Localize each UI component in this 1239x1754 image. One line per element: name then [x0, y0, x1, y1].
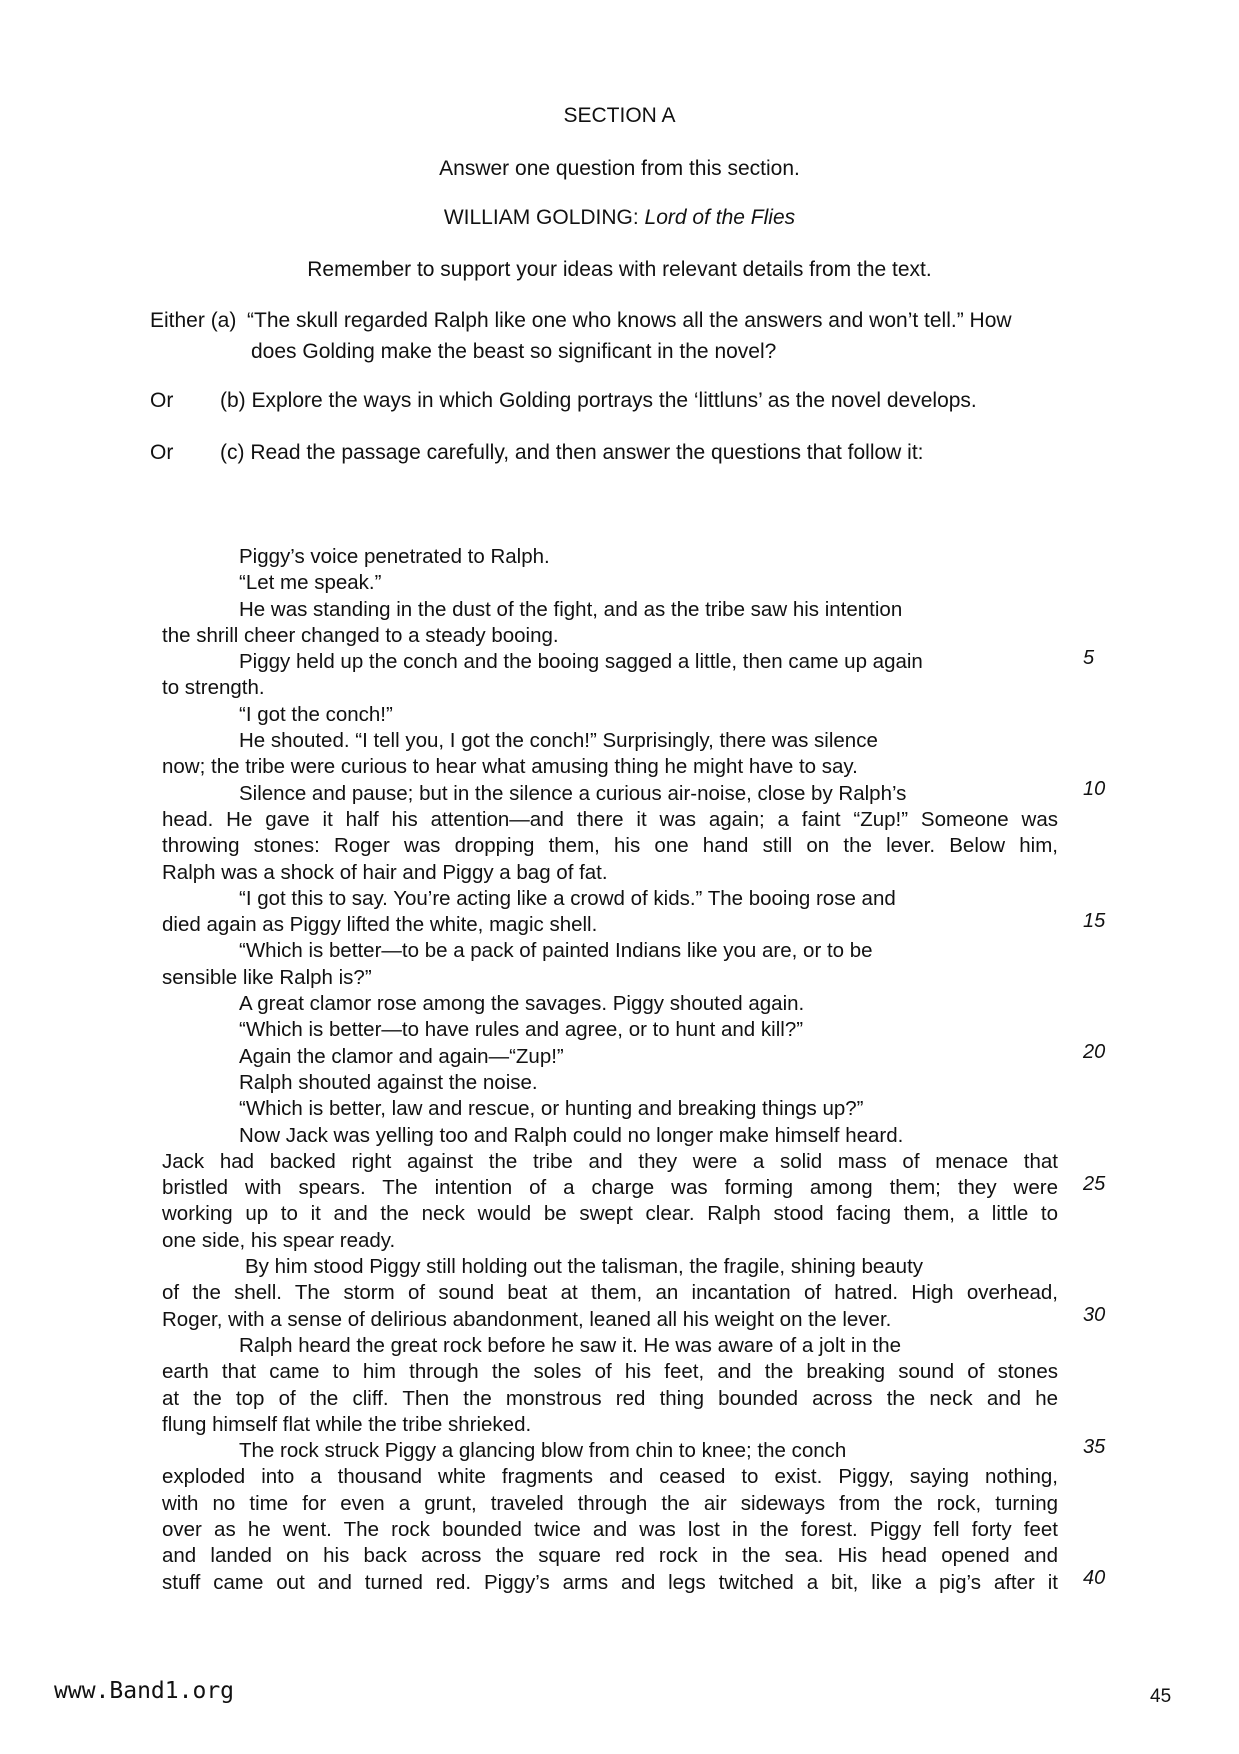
question-b-label: Or	[150, 389, 174, 412]
passage-line: “I got this to say. You’re acting like a crowd of kids.” The booing rose and	[239, 886, 896, 910]
section-instruction: Answer one question from this section.	[439, 157, 800, 180]
passage-line: Jack had backed right against the tribe and they were a solid mass of menace that	[162, 1149, 1058, 1173]
passage-line: “Which is better—to have rules and agree, or to hunt and kill?”	[239, 1018, 804, 1042]
passage-line: earth that came to him through the soles of his feet, and the breaking sound of stones	[162, 1360, 1058, 1384]
passage-line: of the shell. The storm of sound beat at them, an incantation of hatred. High overhead,	[162, 1281, 1058, 1305]
extract-passage	[162, 544, 1058, 1596]
passage-line: the shrill cheer changed to a steady booing.	[162, 623, 559, 647]
passage-line: sensible like Ralph is?”	[162, 965, 372, 989]
question-a-label: Either (a)	[150, 309, 237, 332]
author-name: WILLIAM GOLDING:	[443, 206, 645, 229]
page-number: 45	[1150, 1686, 1172, 1707]
passage-line: over as he went. The rock bounded twice and was lost in the forest. Piggy fell forty feet	[162, 1517, 1058, 1541]
line-number-15: 15	[1083, 910, 1106, 932]
passage-line: “I got the conch!”	[239, 702, 393, 726]
passage-line: flung himself flat while the tribe shrieked.	[162, 1412, 532, 1436]
passage-line: Ralph heard the great rock before he saw it. He was aware of a jolt in the	[239, 1333, 902, 1357]
question-a-line1: “The skull regarded Ralph like one who knows all the answers and won’t tell.” How	[247, 309, 1012, 332]
passage-line: Silence and pause; but in the silence a curious air-noise, close by Ralph’s	[239, 781, 907, 805]
passage-line: Ralph shouted against the noise.	[239, 1070, 538, 1094]
support-reminder: Remember to support your ideas with relevant details from the text.	[307, 258, 932, 281]
passage-line: The rock struck Piggy a glancing blow from chin to knee; the conch	[239, 1439, 847, 1463]
section-heading: SECTION A	[563, 104, 676, 127]
passage-line: A great clamor rose among the savages. Piggy shouted again.	[239, 992, 805, 1016]
passage-line: “Let me speak.”	[239, 571, 382, 595]
question-b	[150, 385, 1090, 416]
passage-line: “Which is better—to be a pack of painted Indians like you are, or to be	[239, 939, 873, 963]
footer-url: www.Band1.org	[54, 1678, 235, 1704]
passage-line: stuff came out and turned red. Piggy’s arms and legs twitched a bit, like a pig’s after it	[162, 1570, 1058, 1594]
line-number-10: 10	[1083, 778, 1106, 800]
passage-line: working up to it and the neck would be swept clear. Ralph stood facing them, a little to	[162, 1202, 1058, 1226]
passage-line: Now Jack was yelling too and Ralph could no longer make himself heard.	[239, 1123, 904, 1147]
passage-line: “Which is better, law and rescue, or hunting and breaking things up?”	[239, 1097, 864, 1121]
passage-line: exploded into a thousand white fragments and ceased to exist. Piggy, saying nothing,	[162, 1465, 1058, 1489]
passage-line: Again the clamor and again—“Zup!”	[239, 1044, 564, 1068]
question-a	[150, 305, 1090, 367]
line-number-25: 25	[1083, 1173, 1106, 1195]
passage-line: throwing stones: Roger was dropping them, his one hand still on the lever. Below him,	[162, 834, 1058, 858]
passage-line: at the top of the cliff. Then the monstrous red thing bounded across the neck and he	[162, 1386, 1058, 1410]
line-number-20: 20	[1083, 1041, 1106, 1063]
passage-line: with no time for even a grunt, traveled through the air sideways from the rock, turning	[162, 1491, 1058, 1515]
passage-line: By him stood Piggy still holding out the talisman, the fragile, shining beauty	[245, 1255, 924, 1279]
work-title: Lord of the Flies	[644, 206, 796, 229]
text-title	[0, 206, 1239, 230]
passage-line: He shouted. “I tell you, I got the conch!” Surprisingly, there was silence	[239, 729, 878, 753]
line-number-30: 30	[1083, 1304, 1106, 1326]
question-b-text: (b) Explore the ways in which Golding portrays the ‘littluns’ as the novel develops.	[220, 389, 977, 412]
passage-line: now; the tribe were curious to hear what amusing thing he might have to say.	[162, 755, 858, 779]
passage-line: died again as Piggy lifted the white, magic shell.	[162, 913, 598, 937]
question-c-text: (c) Read the passage carefully, and then answer the questions that follow it:	[220, 441, 924, 464]
passage-line: He was standing in the dust of the fight, and as the tribe saw his intention	[239, 597, 903, 621]
passage-line: head. He gave it half his attention—and there it was again; a faint “Zup!” Someone was	[162, 807, 1058, 831]
passage-line: to strength.	[162, 676, 265, 700]
line-number-35: 35	[1083, 1436, 1106, 1458]
line-number-5: 5	[1083, 647, 1095, 669]
question-c-label: Or	[150, 441, 174, 464]
passage-line: one side, his spear ready.	[162, 1228, 396, 1252]
question-c	[150, 437, 1090, 468]
line-number-40: 40	[1083, 1567, 1106, 1589]
passage-line: bristled with spears. The intention of a charge was forming among them; they were	[162, 1176, 1058, 1200]
passage-line: Ralph was a shock of hair and Piggy a bag of fat.	[162, 860, 608, 884]
passage-line: Piggy held up the conch and the booing sagged a little, then came up again	[239, 650, 923, 674]
passage-line: and landed on his back across the square red rock in the sea. His head opened and	[162, 1544, 1058, 1568]
question-a-line2: does Golding make the beast so significant in the novel?	[251, 340, 777, 363]
passage-line: Roger, with a sense of delirious abandonment, leaned all his weight on the lever.	[162, 1307, 892, 1331]
passage-line: Piggy’s voice penetrated to Ralph.	[239, 545, 550, 568]
